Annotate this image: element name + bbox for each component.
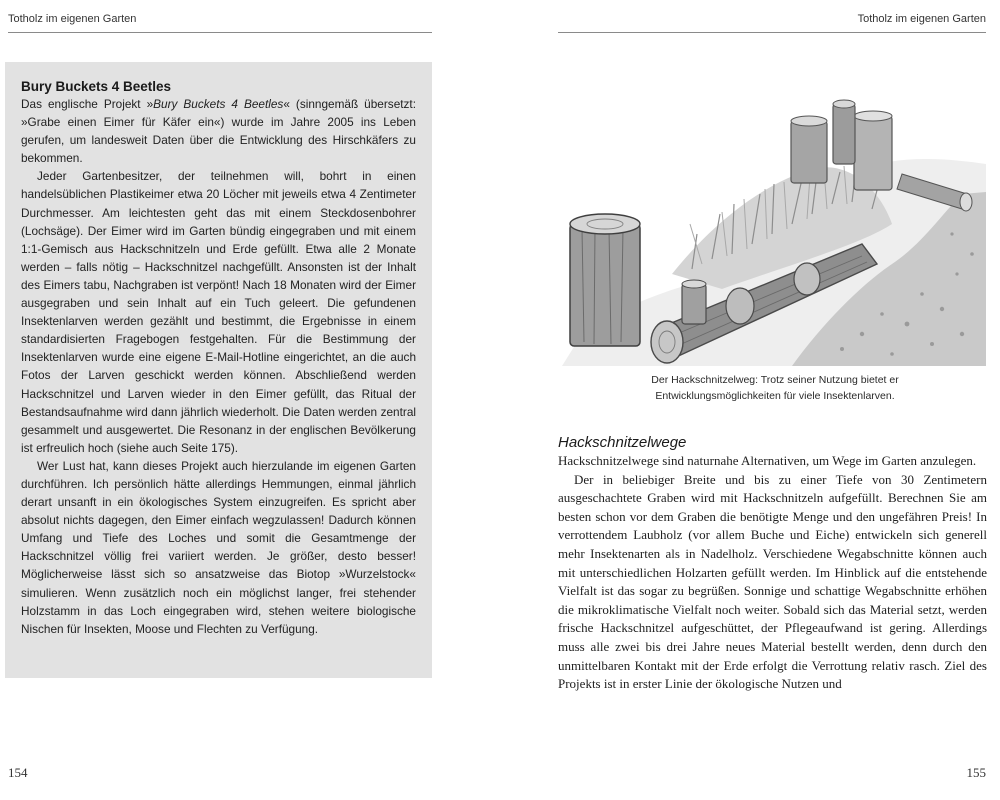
page-number-left: 154	[8, 765, 28, 780]
figure-caption: Der Hackschnitzelweg: Trotz seiner Nutzung bietet er Entwicklungsmöglichkeiten für viele Insektenlarven.	[651, 374, 899, 402]
page-number-right: 155	[966, 765, 986, 780]
box-paragraph-1: Das englische Projekt »Bury Buckets 4 Beetles« (sinngemäß übersetzt: »Grabe einen Eimer für Käfer ein«) wurde im Jahre 2005 ins Leben gerufen, um landesweit Daten über die Entwicklung des Hirschkäfers zu bekommen.	[21, 97, 416, 166]
log-path-illustration	[562, 74, 986, 366]
illustration-icon	[562, 74, 986, 366]
body-paragraph-2: Der in beliebiger Breite und bis zu einer Tiefe von 30 Zentimetern ausgeschachtete Graben wird mit Hackschnitzeln aufgefüllt. Berechnen Sie am besten schon vor dem Graben die benötigte Menge und den ungefähren Preis! In verrottendem Laubholz (vor allem Buche und Eiche) entwickeln sich generell mehr Insektenarten als in Nadelholz. Verschiedene Wegabschnitte können auch mit unterschiedlichen Holzarten gefüllt werden. Im Hinblick auf die entstehende Vielfalt ist das sogar zu begrüßen. Sonnige und schattige Wegabschnitte erhöhen die mikroklimatische Vielfalt noch weiter. Sobald sich das Material setzt, werden frische Hackschnitzel aufgeschüttet, der Pflegeaufwand ist gering. Allerdings muss alle zwei bis drei Jahre neues Material bestellt werden, denn durch den unmittelbaren Kontakt mit der Erde erfolgt die Verrottung relativ rasch. Ziel des Projekts ist in erster Linie der ökologische Nutzen und	[558, 471, 987, 692]
running-head-right: Totholz im eigenen Garten	[558, 13, 986, 33]
running-head-left: Totholz im eigenen Garten	[8, 13, 432, 33]
section-heading: Hackschnitzelwege	[558, 434, 687, 451]
body-paragraph-1: Hackschnitzelwege sind naturnahe Alternativen, um Wege im Garten anzulegen.	[558, 453, 977, 468]
box-paragraph-3: Wer Lust hat, kann dieses Projekt auch hierzulande im eigenen Garten durchführen. Ich persönlich hätte allerdings Hemmungen, einmal jährlich derart unsanft in ein ökologisches System einzugreifen. Es spricht aber absolut nichts dagegen, den Eimer einfach wegzulassen! Dadurch können Umfang und Tiefe des Loches und somit die Gesamtmenge der Hackschnitzel völlig frei variiert werden. Je größer, desto besser! Möglicherweise lässt sich so ansatzweise das Biotop »Wurzelstock« simulieren. Wenn zusätzlich noch ein möglichst langer, frei stehender Holzstamm in das Loch eingegraben wird, stehen weitere biologische Nischen für Insekten, Moose und Flechten zu Verfügung.	[21, 458, 416, 636]
body-text	[558, 452, 987, 694]
box-paragraph-2: Jeder Gartenbesitzer, der teilnehmen will, bohrt in einen handelsüblichen Plastikeimer etwa 20 Löcher mit jeweils etwa 4 Zentimeter Durchmesser. Am leichtesten geht das mit einem Steckdosenbohrer (Lochsäge). Der Eimer wird im Garten bündig eingegraben und mit einem 1:1-Gemisch aus Hackschnitzeln und Erde gefüllt. Etwa alle 2 Monate werden – falls nötig – Hackschnitzel nachgefüllt. Ansonsten ist der Inhalt des Eimers tabu, Nachgraben ist verpönt! Nach 18 Monaten wird der Eimer ausgegraben und sein Inhalt auf ein Tuch geleert. Die gefundenen Insektenlarven werden gezählt und bestimmt, die Ergebnisse in einem standardisierten Fragebogen festgehalten. Für die Bestimmung der Insektenlarven wurde eine eigene E-Mail-Hotline eingerichtet, an die auch Fotos der Larven geschickt werden können. Abschließend werden Hackschnitzel und Larven wieder in den Eimer gefüllt, das Ritual der Bestandsaufnahme wird dann jährlich wiederholt. Die Daten werden zentral gesammelt und ausgewertet. Die Resonanz in der englischen Bevölkerung ist erfreulich hoch (siehe auch Seite 175).	[21, 169, 416, 455]
box-title: Bury Buckets 4 Beetles	[21, 79, 172, 94]
info-box	[5, 62, 432, 678]
